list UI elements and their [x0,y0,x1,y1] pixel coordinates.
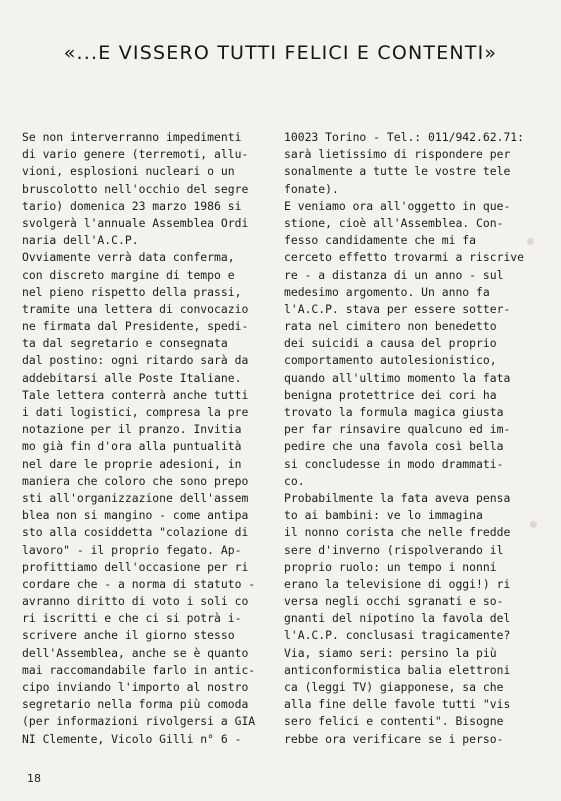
text-line: vioni, esplosioni nucleari o un [22,164,235,179]
text-line: lavoro" - il proprio fegato. Ap- [22,542,242,557]
text-line: segretario nella forma più comoda [22,697,249,712]
text-line: pedire che una favola così bella [284,439,504,454]
text-line: tario) domenica 23 marzo 1986 si [22,198,242,213]
text-line: comportamento autolesionistico, [284,353,497,368]
text-line: Ovviamente verrà data conferma, [22,250,235,265]
text-line: nel dare le proprie adesioni, in [22,456,242,471]
right-text-column [284,129,546,748]
text-line: NI Clemente, Vicolo Gilli n° 6 - [22,731,242,746]
text-line: l'A.C.P. stava per essere sotter- [284,301,511,316]
text-line: Se non interverranno impedimenti [22,130,242,144]
text-line: dei suicidi a causa del proprio [284,336,497,351]
text-line: versa negli occhi sgranati e so- [284,594,504,609]
text-line: cerceto effetto trovarmi a riscrive [284,250,525,265]
text-line: sti all'organizzazione dell'assem [22,490,249,505]
text-line: sto alla cosiddetta "colazione di [22,525,249,540]
text-line: trovato la formula magica giusta [284,405,504,419]
text-line: ri iscritti e che ci si potrà i- [22,611,242,626]
text-line: ta dal segretario e consegnata [22,336,228,351]
text-line: per far rinsavire qualcuno ed im- [284,422,511,437]
text-line: fonate). [284,181,339,196]
page-number: 18 [27,772,41,785]
text-line: quando all'ultimo momento la fata [284,370,511,385]
text-line: dell'Assemblea, anche se è quanto [22,645,249,660]
text-line: anticonformistica balia elettroni [284,662,511,677]
text-line: cipo inviando l'importo al nostro [22,680,249,694]
text-line: scrivere anche il giorno stesso [22,628,235,643]
text-line: ca (leggi TV) giapponese, sa che [284,680,504,694]
text-line: co. [284,473,305,488]
text-line: sonalmente a tutte le vostre tele [284,164,511,179]
text-line: mai raccomandabile farlo in antic- [22,662,256,677]
text-line: rebbe ora verificare se i perso- [284,731,504,746]
text-line: sero felici e contenti". Bisogne [284,714,504,729]
text-line: (per informazioni rivolgersi a GIA [22,714,256,729]
text-line: naria dell'A.C.P. [22,233,139,248]
text-line: Via, siamo seri: persino la più [284,645,497,660]
paper-speck [530,521,537,528]
text-line: erano la televisione di oggi!) ri [284,576,511,591]
text-line: dal postino: ogni ritardo sarà da [22,353,249,368]
text-line: 10023 Torino - Tel.: 011/942.62.71: [284,130,525,144]
text-line: nel pieno rispetto della prassi, [22,284,242,299]
article-title: «...E VISSERO TUTTI FELICI E CONTENTI» [63,42,498,64]
text-line: con discreto margine di tempo e [22,267,235,282]
text-line: addebitarsi alle Poste Italiane. [22,370,242,385]
text-line: rata nel cimitero non benedetto [284,319,497,334]
text-line: maniera che coloro che sono prepo [22,473,249,488]
text-line: medesimo argomento. Un anno fa [284,284,490,299]
text-line: benigna protettrice dei cori ha [284,387,497,402]
text-line: alla fine delle favole tutti "vis [284,697,511,712]
text-line: proprio ruolo: un tempo i nonni [284,559,497,574]
text-line: stione, cioè all'Assemblea. Con- [284,215,504,230]
text-line: avranno diritto di voto i soli co [22,594,249,609]
text-line: bruscolotto nell'occhio del segre [22,181,249,196]
text-line: re - a distanza di un anno - sul [284,267,504,282]
text-line: si concludesse in modo drammati- [284,456,504,471]
text-line: to ai bambini: ve lo immagina [284,508,483,523]
text-line: notazione per il pranzo. Invitia [22,422,242,437]
text-line: il nonno corista che nelle fredde [284,525,511,540]
text-line: blea non si mangino - come antipa [22,508,249,523]
text-line: i dati logistici, compresa la pre [22,405,249,419]
text-line: profittiamo dell'occasione per ri [22,559,249,574]
text-line: sarà lietissimo di rispondere per [284,147,511,162]
text-line: Tale lettera conterrà anche tutti [22,387,249,402]
left-text-column [22,129,276,748]
text-line: svolgerà l'annuale Assemblea Ordi [22,215,249,230]
text-line: cordare che - a norma di statuto - [22,576,256,591]
text-line: di vario genere (terremoti, allu- [22,147,249,162]
text-line: gnanti del nipotino la favola del [284,611,511,626]
text-line: fesso candidamente che mi fa [284,233,477,248]
text-line: E veniamo ora all'oggetto in que- [284,198,511,213]
text-line: Probabilmente la fata aveva pensa [284,490,511,505]
text-line: ne firmata dal Presidente, spedi- [22,319,249,334]
paper-speck [527,238,534,245]
text-line: mo già fin d'ora alla puntualità [22,439,242,454]
text-line: sere d'inverno (rispolverando il [284,542,504,557]
text-line: l'A.C.P. conclusasi tragicamente? [284,628,511,643]
text-line: tramite una lettera di convocazio [22,301,249,316]
